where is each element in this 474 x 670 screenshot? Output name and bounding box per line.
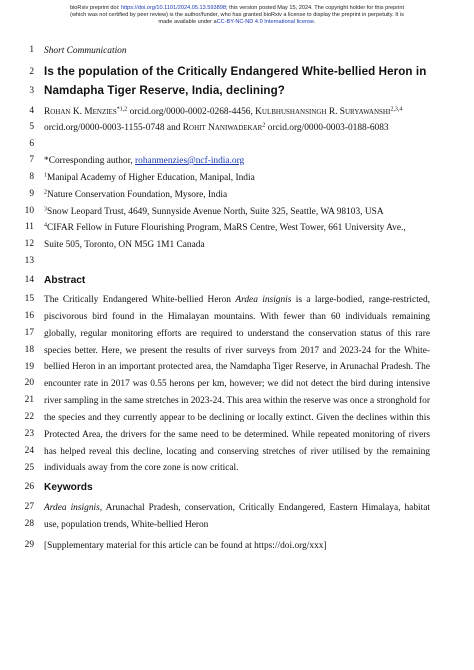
line-number: 16 (24, 311, 34, 321)
affiliation-2: $^2$Nature Conservation Foundation, Mysore, India (44, 189, 228, 200)
affiliation-3: $^3$Snow Leopard Trust, 4649, Sunnyside Avenue North, Suite 325, Seattle, WA 98103, USA (44, 206, 384, 217)
line-number: 26 (24, 482, 34, 492)
author-orcid: orcid.org/0000-0003-0188-6083 (265, 123, 389, 133)
authors-line-1: Rohan K. Menzies$^{*1,2}$ orcid.org/0000-0002-0268-4456, Kulbhushansingh R. Suryawanshi$^{2,3,4}$ (44, 106, 403, 117)
line-number: 21 (24, 395, 34, 405)
line-number: 2 (29, 67, 34, 77)
line-number: 7 (29, 155, 34, 165)
author-orcid: orcid.org/0000-0003-1155-0748 (44, 123, 165, 133)
line-number: 20 (24, 378, 34, 388)
author-name: Rohan K. Menzies (44, 107, 117, 117)
line-number: 18 (24, 345, 34, 355)
line-number: 25 (24, 463, 34, 473)
abstract-heading: Abstract (44, 275, 86, 286)
author-name: Kulbhushansingh R. Suryawanshi (255, 107, 391, 117)
line-number: 29 (24, 540, 34, 550)
affiliation-1: $^1$Manipal Academy of Higher Education, Manipal, India (44, 172, 255, 183)
keywords-body: Ardea insignis, Arunachal Pradesh, conservation, Critically Endangered, Eastern Himalaya, habitat use, population trends, White-bellied Heron (44, 503, 430, 530)
license-link[interactable]: CC-BY-NC-ND 4.0 International license (216, 19, 314, 25)
line-number: 13 (24, 256, 34, 266)
line-number: 10 (24, 206, 34, 216)
species-name: Ardea insignis (44, 503, 100, 513)
author-orcid: orcid.org/0000-0002-0268-4456, (127, 107, 256, 117)
line-number: 4 (29, 106, 34, 116)
banner-line-2: (which was not certified by peer review) is the author/funder, who has granted bioRxiv a license to display the preprint in perpetuity. It is (70, 12, 404, 18)
email-link[interactable]: rohanmenzies@ncf-india.org (135, 156, 245, 166)
line-number: 22 (24, 412, 34, 422)
banner-line-3: made available under aCC-BY-NC-ND 4.0 International license. (158, 19, 316, 25)
line-number: 28 (24, 519, 34, 529)
line-number: 8 (29, 172, 34, 182)
keywords-heading: Keywords (44, 482, 93, 493)
title-line-1: Is the population of the Critically Endangered White-bellied Heron in (44, 65, 427, 78)
line-number: 19 (24, 362, 34, 372)
article-type: Short Communication (44, 46, 127, 56)
authors-line-2: orcid.org/0000-0003-1155-0748 and Rohit Naniwadekar$^2$ orcid.org/0000-0003-0188-6083 (44, 122, 389, 133)
affiliation-4-cont: Suite 505, Toronto, ON M5G 1M1 Canada (44, 240, 205, 250)
line-number: 12 (24, 239, 34, 249)
species-name: Ardea insignis (235, 295, 292, 305)
title-line-2: Namdapha Tiger Reserve, India, declining? (44, 84, 285, 97)
line-number: 23 (24, 429, 34, 439)
line-number: 9 (29, 189, 34, 199)
line-number: 15 (24, 294, 34, 304)
abstract-body: The Critically Endangered White-bellied Heron Ardea insignis is a large-bodied, range-restricted, piscivorous bird found in the Himalayan mountains. With fewer than 60 individuals remaining globally, regular monitoring efforts are required to understand the conservation status of this rare species better. Here, we present the results of river surveys from 2017 and 2023-24 for the White-bellied Heron in an important protected area, the Namdapha Tiger Reserve, in Arunachal Pradesh. The encounter rate in 2017 was 0.55 herons per km, however; we did not detect the bird during intensive river sampling in the same stretches in 2023-24. This area within the reserve was once a stronghold for the species and they currently appear to be declining or locally extinct. Given the declines within this Protected Area, the drivers for the same need to be determined. While repeated monitoring of rivers has helped reveal this decline, locating and conserving stretches of river utilised by the remaining individuals away from the core zone is now critical. (44, 295, 430, 474)
line-number: 1 (29, 45, 34, 55)
line-number: 17 (24, 328, 34, 338)
doi-link[interactable]: https://doi.org/10.1101/2024.05.13.593898 (120, 5, 226, 11)
line-number: 11 (24, 222, 34, 232)
line-number: 5 (29, 122, 34, 132)
corresponding-author: *Corresponding author, rohanmenzies@ncf-india.org (44, 156, 245, 166)
author-name: Rohit Naniwadekar (182, 123, 263, 133)
line-number: 27 (24, 502, 34, 512)
line-number: 3 (29, 86, 34, 96)
preprint-banner (0, 5, 474, 26)
line-number: 14 (24, 275, 34, 285)
banner-line-1: bioRxiv preprint doi: https://doi.org/10.1101/2024.05.13.593898; this version posted May 15, 2024. The copyright holder for this preprint (69, 5, 405, 11)
supplementary-note: [Supplementary material for this article can be found at https://doi.org/xxx] (44, 541, 327, 551)
line-number: 6 (29, 139, 34, 149)
affiliation-4: $^4$CIFAR Fellow in Future Flourishing Program, MaRS Centre, West Tower, 661 University Ave., (44, 222, 406, 233)
line-number: 24 (24, 446, 34, 456)
